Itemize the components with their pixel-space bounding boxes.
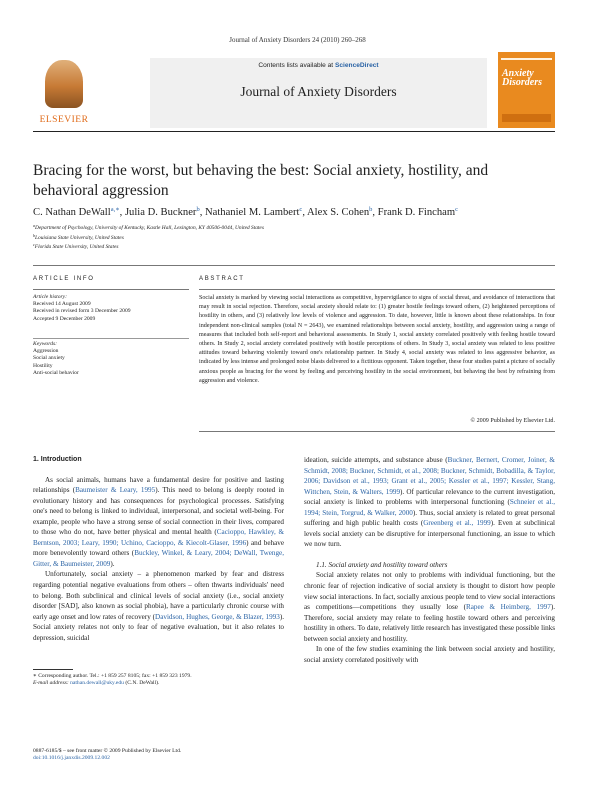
affiliation-a: $^a$Department of Psychology, University of Kentucky, Kastle Hall, Lexington, KY 40506-0044, United States [33,223,264,231]
doi-link[interactable]: doi:10.1016/j.janxdis.2009.12.002 [33,755,110,762]
abstract-divider [199,289,555,290]
page-footer [33,748,293,763]
history-accepted: Accepted 9 December 2009 [33,315,96,322]
keywords-block [33,341,189,377]
footnote-email-line [33,680,293,687]
keywords-divider [33,338,189,339]
history-label: Article history: [33,294,68,300]
author-list [33,205,555,218]
paragraph-text: ). Social anxiety relates not only to fear of negative evaluation, but it also relates to depression, suicidal [33,612,284,642]
author-separator: , [372,207,378,218]
email-label: E-mail address: [33,680,71,686]
body-column-left [33,455,284,643]
corresponding-author-footnote [33,673,293,687]
subsection-paragraphs [304,570,555,665]
cover-title-line-1: Anxiety [502,68,534,79]
author-email-link[interactable]: nathan.dewall@uky.edu [70,680,124,686]
paragraph-text: ). Therefore, social anxiety may relate to feeling hostile toward others and perceiving hostility in others. To date, relatively little research has investigated these possible links between social anxiety and hostility. [304,603,555,643]
body-paragraph [33,569,284,643]
history-received: Received 14 August 2009 [33,301,91,308]
keyword: Hostility [33,362,53,369]
article-info-divider [33,289,189,290]
abstract-heading: ABSTRACT [199,276,245,282]
author-separator: , [199,207,205,218]
issn-line: 0887-6185/$ – see front matter © 2009 Published by Elsevier Ltd. [33,748,182,754]
citation-link[interactable]: Buckley, Winkel, & Leary, 2004; DeWall, Twenge, Gitter, & Baumeister, 2009 [33,549,284,568]
email-suffix: (C.N. DeWall). [123,680,160,686]
author-affiliation-marker[interactable]: b [369,206,373,213]
citation-link[interactable]: Schneier et al., 1994; Stein, Torgrud, & Walker, 2000 [304,498,555,517]
header-divider [33,131,555,132]
citation-link[interactable]: Baumeister & Leary, 1995 [75,486,156,495]
author-name[interactable]: Julia D. Buckner [124,207,197,218]
contents-availability [150,62,487,69]
cover-stripe [501,58,552,60]
paragraph-text: In one of the few studies examining the link between social anxiety and hostility, social anxiety correlated positively with [304,645,555,664]
abstract-text: Social anxiety is marked by viewing social interactions as competitive, hypervigilance to signs of social threat, and avoidance of interactions that may result in social rejection. Therefore, social anxiety should relate to: (1) greater hostile feelings toward others, (2) heightened perceptions of hostility in others, and (3) relatively low levels of violence and aggression. To date, however, little is known about these relationships. In four independent non-clinical samples (total N = 2643), we examined relationships between social anxiety, hostility, and aggression using a range of measures that included both self-report and behavioral assessments. In Study 1, social anxiety correlated positively with feeling hostile toward others. In Study 2, social anxiety correlated positively with hostile perceptions of others. In Study 3, social anxiety was related to less positive attitudes toward behaving violently toward one's relationship partner. In Study 4, social anxiety was related to less aggressive behavior, as indicated by less intense and prolonged noise blasts delivered to a fictitious opponent. Taken together, these four studies paint a picture of socially anxious people as bracing for the worst by feeling and perceiving hostility in the social environment, but behaving the best by refraining from aggression and violence. [199,295,555,384]
author-name[interactable]: C. Nathan DeWall [33,207,111,218]
affiliation-c: $^c$Florida State University, United States [33,242,119,250]
paragraph-text: As social animals, humans have a fundamental desire for positive and lasting relationships ( [33,475,284,495]
keyword: Anti-social behavior [33,369,79,376]
affiliation-b: $^b$Louisiana State University, United States [33,233,124,241]
abstract-bottom-divider [199,431,555,432]
author-affiliation-marker[interactable]: c [455,206,458,213]
author-affiliation-marker[interactable]: b [196,206,200,213]
keyword: Social anxiety [33,355,65,362]
elsevier-wordmark: ELSEVIER [39,115,89,125]
journal-cover-thumbnail[interactable] [498,52,555,128]
body-paragraph [304,455,555,550]
cover-title [502,69,552,87]
citation-link[interactable]: Rapee & Heimberg, 1997 [465,603,551,612]
abstract-copyright: © 2009 Published by Elsevier Ltd. [470,418,555,424]
author-separator: , [119,207,125,218]
elsevier-tree-icon [45,60,83,108]
intro-continued-paragraphs [304,455,555,550]
author-name[interactable]: Frank D. Fincham [377,207,456,218]
body-paragraph [33,475,284,570]
paragraph-text: Unfortunately, social anxiety – a phenomenon marked by fear and distress regarding potential negative evaluations from others – often thwarts individuals' need to belong. Both subclinical and clinical levels of social anxiety (i.e., social anxiety disorder [SAD], also known as social phobia), have a particularly chronic course with early age onset and low rates of recovery ( [33,570,284,621]
footnote-contact: ∗ Corresponding author. Tel.: +1 859 257 8105; fax: +1 859 323 1979. [33,673,192,679]
section-heading-introduction: 1. Introduction [33,456,82,463]
footnote-rule [33,669,73,670]
cover-footer-band [502,114,551,122]
body-paragraph [304,644,555,665]
body-column-right [304,455,555,665]
intro-paragraphs [33,475,284,644]
article-info-heading: ARTICLE INFO [33,276,95,282]
keyword: Aggression [33,348,59,355]
body-paragraph [304,570,555,644]
contents-prefix: Contents lists available at [258,62,335,69]
author-name[interactable]: Alex S. Cohen [307,207,370,218]
subsection-heading: 1.1. Social anxiety and hostility toward others [316,560,448,569]
paragraph-text: ) and behave more benevolently toward others ( [33,538,284,558]
paragraph-text: ). [110,559,115,568]
journal-name[interactable]: Journal of Anxiety Disorders [240,84,397,99]
cover-title-line-2: Disorders [502,77,543,88]
paragraph-text: ). Even at subclinical levels social anxiety can be disruptive for interpersonal functioning, an issue to which we now turn. [304,519,555,549]
journal-citation: Journal of Anxiety Disorders 24 (2010) 260–268 [229,36,366,44]
sciencedirect-link[interactable]: ScienceDirect [334,62,379,69]
history-revised: Received in revised form 3 December 2009 [33,308,131,315]
elsevier-logo[interactable] [33,58,95,128]
keywords-label: Keywords: [33,341,58,347]
author-separator: , [302,207,308,218]
paragraph-text: Social anxiety relates not only to problems with individual functioning, but the chronic fear of rejection indicative of social anxiety is thought to distort how people view social interactions. In fact, socially anxious people tend to view social interactions as competitions—competitions they usually lose ( [304,571,555,612]
author-affiliation-marker[interactable]: a,∗ [110,206,120,213]
front-matter-divider [33,265,555,266]
paragraph-text: ). Thus, social anxiety is related to great personal suffering and high public health costs ( [304,508,555,528]
author-affiliation-marker[interactable]: c [299,206,303,213]
citation-link[interactable]: Davidson, Hughes, George, & Blazer, 1993 [155,612,280,621]
author-name[interactable]: Nathaniel M. Lambert [204,207,300,218]
article-title: Bracing for the worst, but behaving the best: Social anxiety, hostility, and behavioral aggression [33,162,489,199]
paragraph-text: ). Of particular relevance to the current investigation, social anxiety is linked to problems with interpersonal functioning ( [304,487,555,507]
paragraph-text: ideation, suicide attempts, and substance abuse ( [304,456,448,464]
citation-link[interactable]: Cacioppo, Hawkley, & Berntson, 2003; Leary, 1990; Uchino, Cacioppo, & Kiecolt-Glaser, 1996 [33,528,285,547]
citation-link[interactable]: Buckner, Bernert, Cromer, Joiner, & Schmidt, 2008; Buckner, Schmidt, et al., 2008; Buckner, Schmidt, Bobadilla, & Taylor, 2006; Davidson et al., 1993; Grant et al., 2005; Kessler et al., 1997; Kessler, Stang, Wittchen, Stein, & Walters, 1999 [304,456,555,496]
article-history [33,294,189,323]
paragraph-text: ). This need to belong is deeply rooted in evolutionary history and has consequences for psychological processes. Satisfying one's need to belong is linked to individual, interpersonal, and societal well-being. For example, people who have a strong sense of social connection in their lives, compared to those who do not, have better physical and mental health ( [33,486,284,537]
citation-link[interactable]: Greenberg et al., 1999 [423,519,491,528]
